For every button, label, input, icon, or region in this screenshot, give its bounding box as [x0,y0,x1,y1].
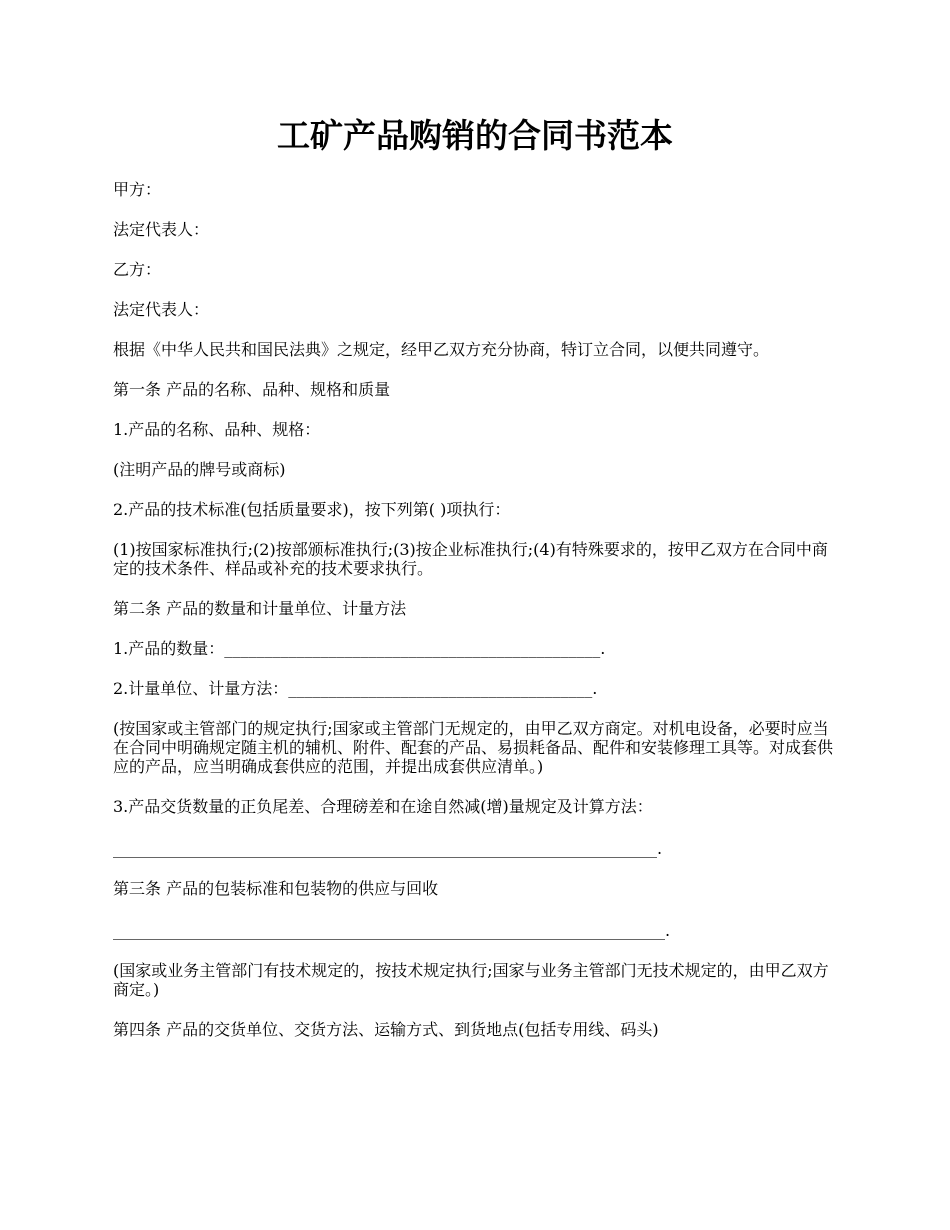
party-a-label: 甲方： [113,180,162,199]
article-2-item-2: 2.计量单位、计量方法：______________________________________. [113,679,598,698]
article-1-standards-paragraph: (1)按国家标准执行;(2)按部颁标准执行;(3)按企业标准执行;(4)有特殊要求的，按甲乙双方在合同中商定的技术条件、样品或补充的技术要求执行。 [113,540,828,578]
preamble-paragraph: 根据《中华人民共和国民法典》之规定，经甲乙双方充分协商，特订立合同，以便共同遵守。 [113,340,770,359]
article-1-heading: 第一条 产品的名称、品种、规格和质量 [113,380,391,399]
document-title: 工矿产品购销的合同书范本 [277,116,673,155]
article-2-item-3: 3.产品交货数量的正负尾差、合理磅差和在途自然减(增)量规定及计算方法： [113,797,653,816]
article-2-note-paragraph: (按国家或主管部门的规定执行;国家或主管部门无规定的，由甲乙双方商定。对机电设备，必要时应当在合同中明确规定随主机的辅机、附件、配套的产品、易损耗备品、配件和安装修理工具等。对成套供应的产品，应当明确成套供应的范围，并提出成套供应清单。) [113,719,834,776]
article-1-note: (注明产品的牌号或商标) [113,460,286,479]
article-4-heading: 第四条 产品的交货单位、交货方法、运输方式、到货地点(包括专用线、码头) [113,1020,659,1039]
article-3-blank-line: _____________________________________________________________________. [113,921,671,940]
article-1-item-2: 2.产品的技术标准(包括质量要求)，按下列第( )项执行： [113,500,511,519]
party-a-representative-label: 法定代表人： [113,220,210,239]
article-2-blank-line: ____________________________________________________________________. [113,839,663,858]
article-1-item-1: 1.产品的名称、品种、规格： [113,420,321,439]
party-b-label: 乙方： [113,260,162,279]
article-2-heading: 第二条 产品的数量和计量单位、计量方法 [113,599,407,618]
document-body [113,180,840,1060]
party-b-representative-label: 法定代表人： [113,300,210,319]
article-2-item-1: 1.产品的数量：_______________________________________________. [113,639,606,658]
article-3-heading: 第三条 产品的包装标准和包装物的供应与回收 [113,879,439,898]
article-3-note-paragraph: (国家或业务主管部门有技术规定的，按技术规定执行;国家与业务主管部门无技术规定的，由甲乙双方商定。) [113,961,829,999]
